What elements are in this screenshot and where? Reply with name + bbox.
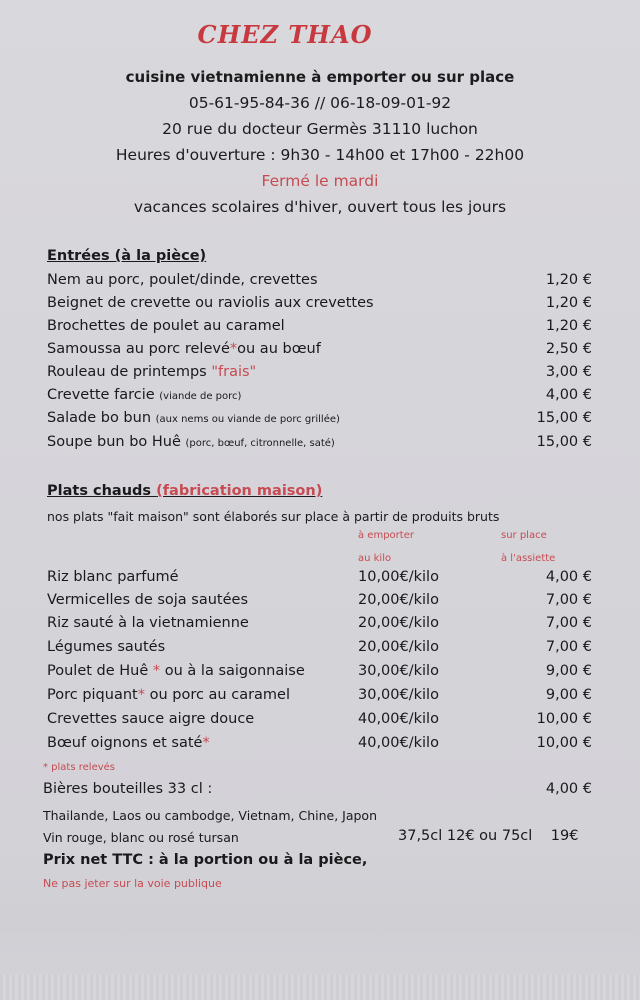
holiday-note: vacances scolaires d'hiver, ouvert tous les jours: [133, 198, 507, 216]
entree-row: [47, 434, 592, 456]
entree-name-text: Rouleau de printemps: [47, 364, 212, 380]
entree-name-text: Crevette farcie: [47, 387, 160, 403]
entree-name: [47, 434, 335, 450]
entree-price: 1,20 €: [545, 272, 592, 288]
entree-name: [47, 387, 241, 403]
entree-note: (porc, bœuf, citronnelle, saté): [185, 438, 335, 449]
plat-name: Riz blanc parfumé: [47, 569, 179, 585]
spicy-marker: *: [152, 663, 161, 679]
entree-name-text: Samoussa au porc relevé: [47, 341, 230, 357]
entree-row: [47, 272, 592, 294]
plat-plate-price: 10,00 €: [536, 711, 592, 727]
closed-day: Fermé le mardi: [261, 172, 379, 190]
phone-numbers: 05-61-95-84-36 // 06-18-09-01-92: [188, 94, 452, 112]
plat-name: [47, 663, 305, 679]
entree-name: [47, 364, 256, 380]
col-header-kilo: au kilo: [358, 553, 392, 564]
entree-name: Beignet de crevette ou raviolis aux crevettes: [47, 295, 374, 311]
entree-row: [47, 295, 592, 317]
plat-kilo-price: 30,00€/kilo: [358, 687, 439, 703]
col-header-place: sur place: [501, 530, 547, 541]
plat-row: [47, 663, 592, 685]
entree-name-suffix: ou au bœuf: [237, 341, 321, 357]
plat-plate-price: 7,00 €: [545, 639, 592, 655]
spicy-marker: *: [229, 341, 238, 357]
entree-name-text: Salade bo bun: [47, 410, 156, 426]
wine-price: 37,5cl 12€ ou 75cl 19€: [398, 828, 579, 844]
beer-label: Bières bouteilles 33 cl :: [43, 781, 213, 797]
plat-row: [47, 569, 592, 591]
plat-kilo-price: 40,00€/kilo: [358, 711, 439, 727]
plats-title-text: Plats chauds: [47, 483, 152, 499]
entree-name: Nem au porc, poulet/dinde, crevettes: [47, 272, 318, 288]
entree-price: 1,20 €: [545, 318, 592, 334]
plat-name: Légumes sautés: [47, 639, 166, 655]
plat-name-text: Porc piquant: [47, 687, 138, 703]
entree-name: [47, 341, 321, 357]
plat-row: [47, 687, 592, 709]
entree-price: 15,00 €: [536, 434, 592, 450]
plat-kilo-price: 40,00€/kilo: [358, 735, 439, 751]
plat-kilo-price: 10,00€/kilo: [358, 569, 439, 585]
spicy-marker: *: [202, 735, 210, 751]
plats-subtitle: nos plats "fait maison" sont élaborés sur place à partir de produits bruts: [47, 509, 500, 524]
wine-label: Vin rouge, blanc ou rosé tursan: [43, 830, 239, 845]
entree-price: 4,00 €: [545, 387, 592, 403]
entree-price: 3,00 €: [545, 364, 592, 380]
entree-price: 15,00 €: [536, 410, 592, 426]
entree-price: 1,20 €: [545, 295, 592, 311]
entree-note: (aux nems ou viande de porc grillée): [155, 414, 340, 425]
entree-note: (viande de porc): [159, 391, 242, 402]
beer-row: [43, 781, 592, 803]
plat-row: [47, 592, 592, 614]
plat-kilo-price: 30,00€/kilo: [358, 663, 439, 679]
plat-row: [47, 711, 592, 733]
entree-name: [47, 410, 340, 426]
fresh-label: "frais": [211, 364, 257, 380]
opening-hours: Heures d'ouverture : 9h30 - 14h00 et 17h00 - 22h00: [115, 146, 525, 164]
plat-plate-price: 7,00 €: [545, 615, 592, 631]
beer-origins: Thailande, Laos ou cambodge, Vietnam, Chine, Japon: [43, 808, 377, 823]
entree-row: [47, 410, 592, 432]
plat-name: Riz sauté à la vietnamienne: [47, 615, 249, 631]
plat-kilo-price: 20,00€/kilo: [358, 615, 439, 631]
plat-kilo-price: 20,00€/kilo: [358, 639, 439, 655]
entree-name: Brochettes de poulet au caramel: [47, 318, 285, 334]
col-header-emporter: à emporter: [358, 530, 414, 541]
plat-name: Crevettes sauce aigre douce: [47, 711, 255, 727]
entree-row: [47, 364, 592, 386]
plats-title: [47, 483, 322, 499]
plat-row: [47, 735, 592, 757]
plat-plate-price: 9,00 €: [545, 687, 592, 703]
entree-row: [47, 318, 592, 340]
restaurant-name: CHEZ THAO: [197, 20, 373, 49]
plat-name-text: Poulet de Huê: [47, 663, 153, 679]
plat-plate-price: 10,00 €: [536, 735, 592, 751]
spicy-note: * plats relevés: [43, 762, 115, 773]
entrees-title: Entrées (à la pièce): [47, 248, 207, 264]
entree-name-text: Soupe bun bo Huê: [47, 434, 186, 450]
address: 20 rue du docteur Germès 31110 luchon: [162, 120, 478, 138]
plats-title-red: (fabrication maison): [156, 483, 323, 499]
plat-name: Vermicelles de soja sautées: [47, 592, 249, 608]
paper-bottom-edge: [0, 975, 640, 1000]
entree-row: [47, 341, 592, 363]
plat-kilo-price: 20,00€/kilo: [358, 592, 439, 608]
plat-row: [47, 615, 592, 637]
tagline: cuisine vietnamienne à emporter ou sur place: [125, 68, 515, 86]
entree-price: 2,50 €: [545, 341, 592, 357]
plat-name: [47, 687, 290, 703]
plat-plate-price: 4,00 €: [545, 569, 592, 585]
plat-plate-price: 7,00 €: [545, 592, 592, 608]
plat-name: [47, 735, 210, 751]
plat-plate-price: 9,00 €: [545, 663, 592, 679]
plat-name-suffix: ou à la saigonnaise: [160, 663, 305, 679]
plat-row: [47, 639, 592, 661]
disposal-note: Ne pas jeter sur la voie publique: [43, 877, 222, 890]
beer-price: 4,00 €: [545, 781, 592, 797]
spicy-marker: *: [137, 687, 145, 703]
entree-row: [47, 387, 592, 409]
plat-name-suffix: ou porc au caramel: [144, 687, 291, 703]
net-price-note: Prix net TTC : à la portion ou à la pièce,: [43, 852, 368, 868]
col-header-assiette: à l'assiette: [501, 553, 556, 564]
plat-name-text: Bœuf oignons et saté: [47, 735, 203, 751]
